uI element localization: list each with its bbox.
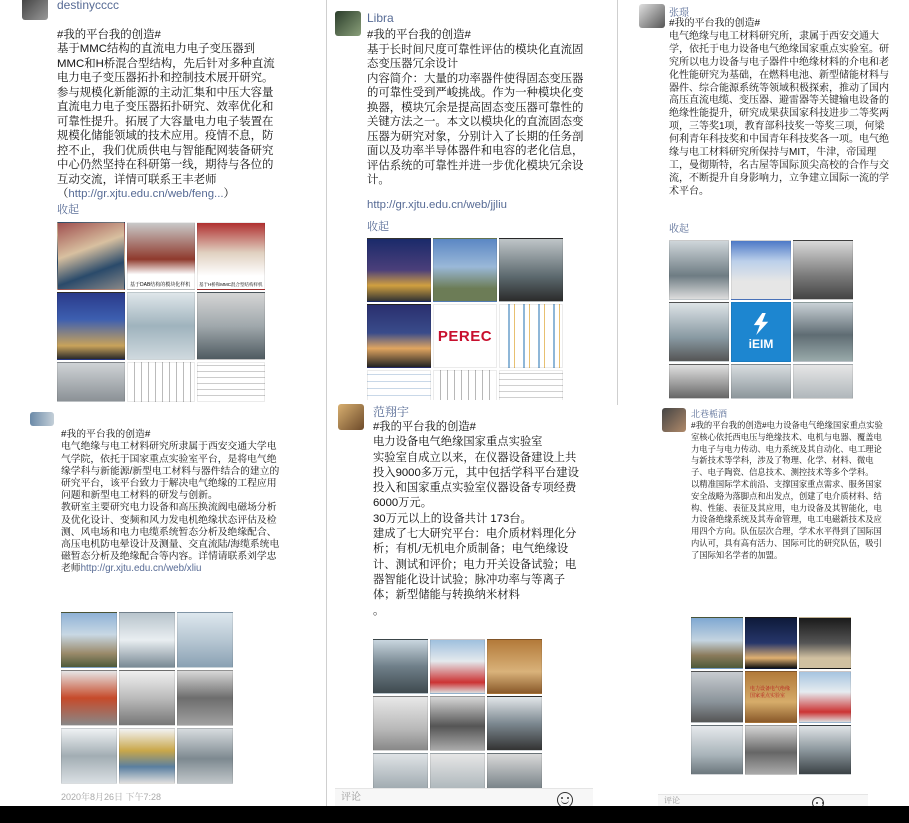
post-panel-4 xyxy=(0,408,300,806)
photo[interactable] xyxy=(691,671,743,723)
photo-caption: 基于DAB结构的模块化样机 xyxy=(130,282,191,288)
username[interactable]: 张璟 xyxy=(669,8,689,19)
photo[interactable] xyxy=(793,240,853,300)
smiley-icon[interactable] xyxy=(557,792,573,806)
photo[interactable] xyxy=(127,292,195,360)
photo-grid xyxy=(61,612,233,784)
avatar-icon[interactable] xyxy=(30,412,54,426)
photo-grid xyxy=(669,240,853,399)
photo-grid xyxy=(373,639,542,793)
plaque-photo[interactable] xyxy=(745,671,797,723)
photo-grid xyxy=(57,222,265,402)
photo[interactable] xyxy=(691,617,743,669)
avatar-icon[interactable] xyxy=(662,408,686,432)
post-link[interactable]: http://gr.xjtu.edu.cn/web/xliu xyxy=(80,563,202,575)
perec-logo[interactable]: PEREC xyxy=(433,304,497,368)
photo[interactable] xyxy=(799,617,851,669)
photo[interactable] xyxy=(373,639,428,694)
plaque-text: 电力设备电气绝缘国家重点实验室 xyxy=(750,686,791,699)
photo[interactable] xyxy=(61,612,117,668)
photo[interactable] xyxy=(499,238,563,302)
photo[interactable] xyxy=(57,222,125,290)
photo[interactable] xyxy=(430,639,485,694)
photo[interactable] xyxy=(669,240,729,300)
photo[interactable] xyxy=(177,670,233,726)
photo[interactable] xyxy=(499,304,563,368)
post-text xyxy=(61,417,285,576)
photo[interactable] xyxy=(119,670,175,726)
photo-grid xyxy=(367,238,563,405)
photo[interactable] xyxy=(197,292,265,360)
post-panel-2 xyxy=(327,0,617,405)
divider xyxy=(617,0,618,405)
post-panel-1 xyxy=(0,0,285,405)
photo[interactable] xyxy=(61,670,117,726)
post-text: #我的平台我的创造#电力设备电气绝缘国家重点实验室核心依托西电压与绝缘技术、电机与电器、覆盖电力电子与电力传动、电力系统及其自动化、电工理论与新技术等学科，涉及了物理、化学、材料、微电子、电子陶瓷、信息技术、测控技术等多个学科。 以精准国际学术前沿、支撑国家重点需求、服务国家安全战略为落脚点和出发点，创建了电介质材料、结构、性能、表征及其应用，电力设备及其智能化，电力设备绝缘系统及其寿命管理，电工电磁新技术及应用四个方向。队伍层次合理，学术水平得到了国际国内认可，具有高有活力、国际可比的研究队伍，吸引了国际知名学者的加盟。 xyxy=(691,420,883,560)
photo[interactable] xyxy=(793,364,853,399)
avatar-icon[interactable] xyxy=(335,11,361,36)
photo[interactable] xyxy=(119,728,175,784)
timestamp: 2020年8月26日 下午7:28 xyxy=(61,792,162,802)
iem-logo[interactable] xyxy=(731,302,791,362)
photo[interactable] xyxy=(430,753,485,793)
logo-text: iEIM xyxy=(748,337,774,351)
screen-bottom-bar xyxy=(0,806,909,823)
post-link-suffix: ） xyxy=(223,188,235,200)
photo[interactable] xyxy=(57,362,125,402)
photo[interactable] xyxy=(669,302,729,362)
photo[interactable] xyxy=(799,671,851,723)
username[interactable]: Libra xyxy=(367,11,394,25)
photo[interactable] xyxy=(373,753,428,793)
post-panel-3 xyxy=(633,0,909,405)
photo-caption: 基于H桥和MMC混合型结构样机 xyxy=(199,282,263,287)
photo[interactable] xyxy=(793,302,853,362)
username[interactable]: 北巷栀酒 xyxy=(691,409,728,419)
comment-input[interactable]: 评论 xyxy=(335,788,593,806)
comment-input[interactable]: 评论 xyxy=(658,794,868,806)
photo[interactable] xyxy=(745,617,797,669)
post-link[interactable]: http://gr.xjtu.edu.cn/web/jjliu xyxy=(367,199,507,211)
photo[interactable] xyxy=(127,222,195,290)
post-text: #我的平台我的创造# 电气绝缘与电工材料研究所，隶属于西安交通大学，依托于电力设备电气绝缘国家重点实验室。研究所以电力设备与电子器件中绝缘材料的介电和老化性能研究为基础，在燃料电池、新型储能材料与器件、综合能源系统等领域积极探索，推动了国内高压直流电缆、变压器、避雷器等关键输电设备的绝缘性能提升，研究成果获国家科技进步二等奖两项，三等奖1项，教育部科技奖一等奖三项，何梁何利青年科技奖和中国青年科技奖各一项。电气绝缘与电工材料研究所保持与MIT，牛津，帝国理工，曼彻斯特，名古屋等国际顶尖高校的合作与交流，不断提升自身影响力，立争建立国际一流的学术平台。 xyxy=(669,18,889,197)
photo[interactable] xyxy=(731,364,791,399)
smiley-icon[interactable] xyxy=(812,797,824,806)
divider xyxy=(326,405,327,806)
photo[interactable] xyxy=(430,696,485,751)
avatar-icon[interactable] xyxy=(22,0,48,20)
photo[interactable] xyxy=(367,238,431,302)
avatar-icon[interactable] xyxy=(338,404,364,430)
collapse-link[interactable]: 收起 xyxy=(57,204,79,216)
photo-grid xyxy=(691,617,851,775)
photo[interactable] xyxy=(177,728,233,784)
photo[interactable] xyxy=(433,238,497,302)
photo[interactable] xyxy=(61,728,117,784)
photo[interactable] xyxy=(177,612,233,668)
photo[interactable] xyxy=(731,240,791,300)
post-link[interactable]: http://gr.xjtu.edu.cn/web/feng... xyxy=(68,188,224,200)
collapse-link[interactable]: 收起 xyxy=(367,221,389,233)
photo[interactable] xyxy=(197,222,265,290)
lightning-icon xyxy=(749,313,773,335)
photo[interactable] xyxy=(799,725,851,775)
post-body: #我的平台我的创造# 基于MMC结构的直流电力电子变压器到MMC和H桥混合型结构，先后针对多种直流电力电子变压器拓扑和控制技术展开研究。参与规模化新能源的主动汇集和中压大容量直流电力电子变压器拓扑研究、效率优化和可靠性提升。拓展了大容量电力电子装置在规模化储能领域的技术应用。疫情不息，防控不止，我们优质供电与智能配网装备研究中心仍然坚持在科研第一线，期待与各位的互动交流，详情可联系王丰老师（ xyxy=(57,28,275,200)
post-text: #我的平台我的创造# 电力设备电气绝缘国家重点实验室 实验室自成立以来，在仪器设备建设上共投入9000多万元，其中包括学科平台建设投入和国家重点实验室仪器设备专项经费6000万元。 30万元以上的设备共计 173台。 建成了七大研究平台：电介质材料理化分析；有机/无机电介质制备；电气绝缘设计、测试和评价；电力开关设备试验；电器智能化设计试验；脉冲功率与等离子体；新型储能与转换纳米材料 。 xyxy=(373,421,579,617)
post-panel-6 xyxy=(658,400,909,806)
avatar-icon[interactable] xyxy=(639,4,665,28)
photo[interactable] xyxy=(487,639,542,694)
post-body: #我的平台我的创造# 电气绝缘与电工材料研究所隶属于西安交通大学电气学院，依托于国家重点实验室平台，是将电气绝缘学科与新能源/新型电工材料与器件结合的建立的研究平台，该平台致力于解决电气绝缘的工程应用问题和新型电工材料的研发与创新。 教研室主要研究电力设备和高压换流阀电磁场分析及优化设计、变频和风力发电机绝缘状态评估及检测、风电场和电力电缆系统暂态分析及绝缘配合、高压电机防电晕设计及测量、交直流陆/海缆系统电磁暂态分析及绝缘配合等内容。详情请联系刘学忠老师 xyxy=(61,429,280,575)
username[interactable]: destinycccc xyxy=(57,0,120,12)
photo[interactable] xyxy=(119,612,175,668)
photo[interactable] xyxy=(487,696,542,751)
photo[interactable] xyxy=(487,753,542,793)
photo[interactable] xyxy=(127,362,195,402)
post-text xyxy=(57,13,275,202)
photo[interactable] xyxy=(367,304,431,368)
post-text: #我的平台我的创造# 基于长时间尺度可靠性评估的模块化直流固态变压器冗余设计 内容简介：大量的功率器件使得固态变压器的可靠性受到严峻挑战。作为一种模块化变换器，模块冗余是提高固态变压器可靠性的关键方法之一。本文以模块化的直流固态变压器为研究对象，分别计入了长期的任务剖面以及功率半导体器件和电容的老化信息，评估系统的可靠性并进一步优化模块冗余设计。 xyxy=(367,29,584,186)
photo[interactable] xyxy=(373,696,428,751)
photo[interactable] xyxy=(745,725,797,775)
photo[interactable] xyxy=(57,292,125,360)
photo[interactable] xyxy=(669,364,729,399)
collapse-link[interactable]: 收起 xyxy=(669,224,689,235)
divider xyxy=(326,0,327,405)
photo[interactable] xyxy=(691,725,743,775)
photo[interactable] xyxy=(197,362,265,402)
post-panel-5 xyxy=(335,400,593,806)
username[interactable]: 范翔宇 xyxy=(373,405,410,419)
